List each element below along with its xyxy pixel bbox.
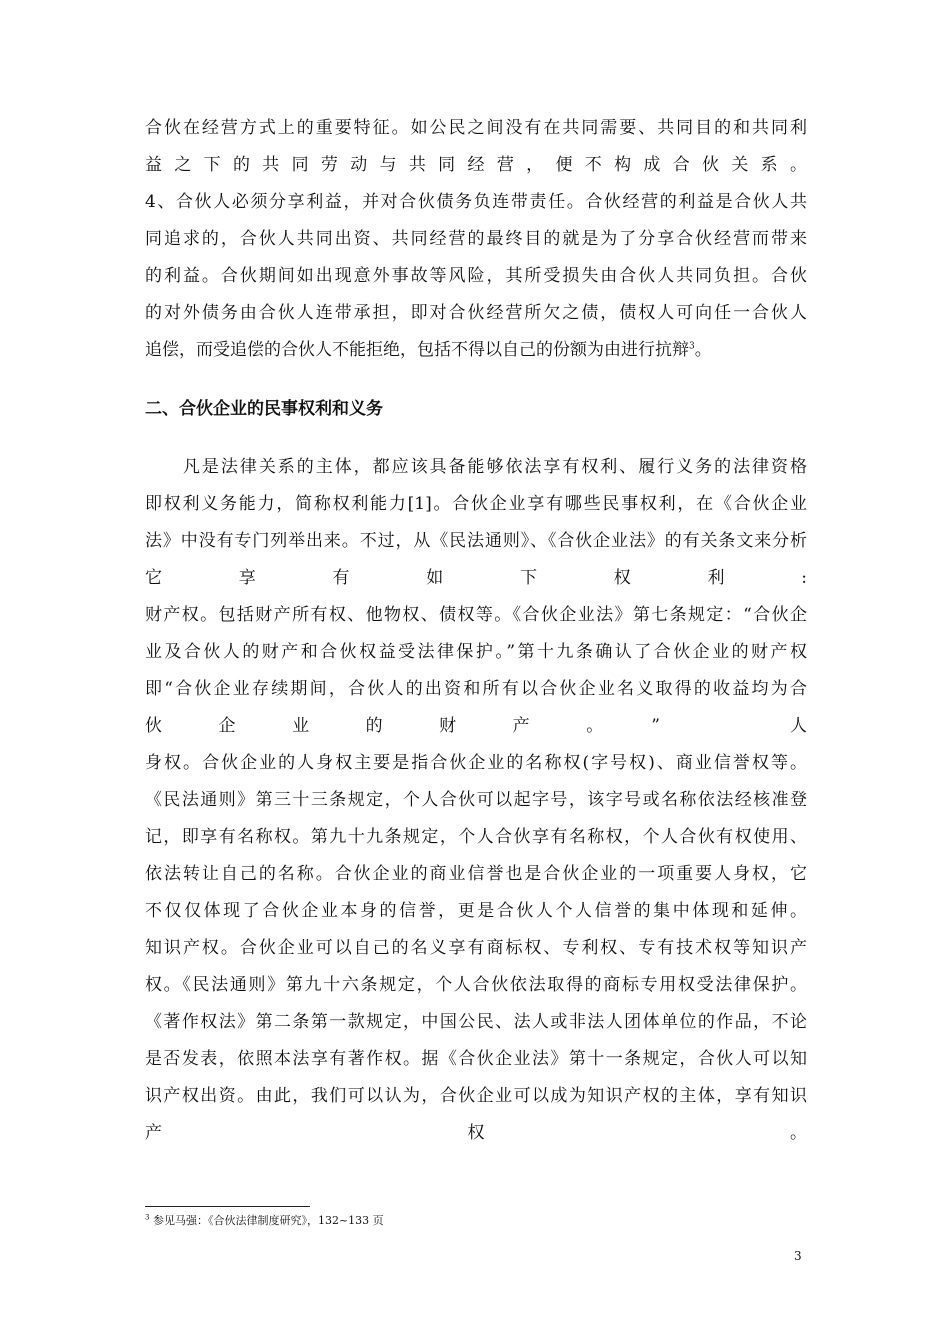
body-line: 依法转让自己的名称。合伙企业的商业信誉也是合伙企业的一项重要人身权，它 [145, 864, 807, 884]
body-line: 《民法通则》第三十三条规定，个人合伙可以起字号，该字号或名称依法经核准登 [145, 790, 807, 810]
body-line: 4、合伙人必须分享利益，并对合伙债务负连带责任。合伙经营的利益是合伙人共 [145, 192, 807, 212]
footnote [145, 1213, 384, 1229]
body-line: 同追求的，合伙人共同出资、共同经营的最终目的就是为了分享合伙经营而带来 [145, 229, 807, 249]
body-line: 即“合伙企业存续期间，合伙人的出资和所有以合伙企业名义取得的收益均为合 [145, 679, 807, 699]
body-line: 的利益。合伙期间如出现意外事故等风险，其所受损失由合伙人共同负担。合伙 [145, 266, 807, 286]
footnote-text: 参见马强：《合伙法律制度研究》，132~133 页 [152, 1214, 384, 1227]
body-line: 《著作权法》第二条第一款规定，中国公民、法人或非法人团体单位的作品，不论 [145, 1012, 807, 1032]
body-line: 业及合伙人的财产和合伙权益受法律保护。”第十九条确认了合伙企业的财产权 [145, 642, 807, 662]
body-line: 法》中没有专门列举出来。不过，从《民法通则》、《合伙企业法》的有关条文来分析 [145, 531, 807, 551]
body-text: 追偿，而受追偿的合伙人不能拒绝，包括不得以自己的份额为由进行抗辩 [145, 340, 689, 360]
section-heading: 二、合伙企业的民事权利和义务 [145, 399, 383, 419]
body-line: 财产权。包括财产所有权、他物权、债权等。《合伙企业法》第七条规定：“合伙企 [145, 605, 807, 625]
footnote-marker: 3 [145, 1213, 150, 1222]
body-line: 的对外债务由合伙人连带承担，即对合伙经营所欠之债，债权人可向任一合伙人 [145, 303, 807, 323]
body-line: 身权。合伙企业的人身权主要是指合伙企业的名称权(字号权)、商业信誉权等。 [145, 753, 807, 773]
body-line: 权。《民法通则》第九十六条规定，个人合伙依法取得的商标专用权受法律保护。 [145, 975, 807, 995]
body-line-last [145, 338, 807, 362]
body-line: 它享有如下权利: [145, 568, 807, 588]
footnote-reference[interactable]: 3 [689, 341, 695, 352]
body-line: 伙企业的财产。” 人 [145, 716, 807, 736]
body-line: 记，即享有名称权。第九十九条规定，个人合伙享有名称权，个人合伙有权使用、 [145, 827, 807, 847]
body-line: 是否发表，依照本法享有著作权。据《合伙企业法》第十一条规定，合伙人可以知 [145, 1049, 807, 1069]
body-line: 识产权出资。由此，我们可以认为，合伙企业可以成为知识产权的主体，享有知识 [145, 1086, 807, 1106]
body-text: 。 [694, 340, 712, 360]
body-line: 即权利义务能力，简称权利能力[1]。合伙企业享有哪些民事权利，在《合伙企业 [145, 494, 807, 514]
footnote-separator [145, 1206, 310, 1207]
page-number: 3 [794, 1249, 802, 1263]
body-line: 不仅仅体现了合伙企业本身的信誉，更是合伙人个人信誉的集中体现和延伸。 [145, 901, 807, 921]
body-line: 合伙在经营方式上的重要特征。如公民之间没有在共同需要、共同目的和共同利 [145, 118, 807, 138]
body-line: 知识产权。合伙企业可以自己的名义享有商标权、专利权、专有技术权等知识产 [145, 938, 807, 958]
body-line: 产权。 [145, 1123, 807, 1143]
body-line: 益之下的共同劳动与共同经营，便不构成合伙关系。 [145, 155, 807, 175]
body-line: 凡是法律关系的主体，都应该具备能够依法享有权利、履行义务的法律资格 [145, 457, 807, 477]
